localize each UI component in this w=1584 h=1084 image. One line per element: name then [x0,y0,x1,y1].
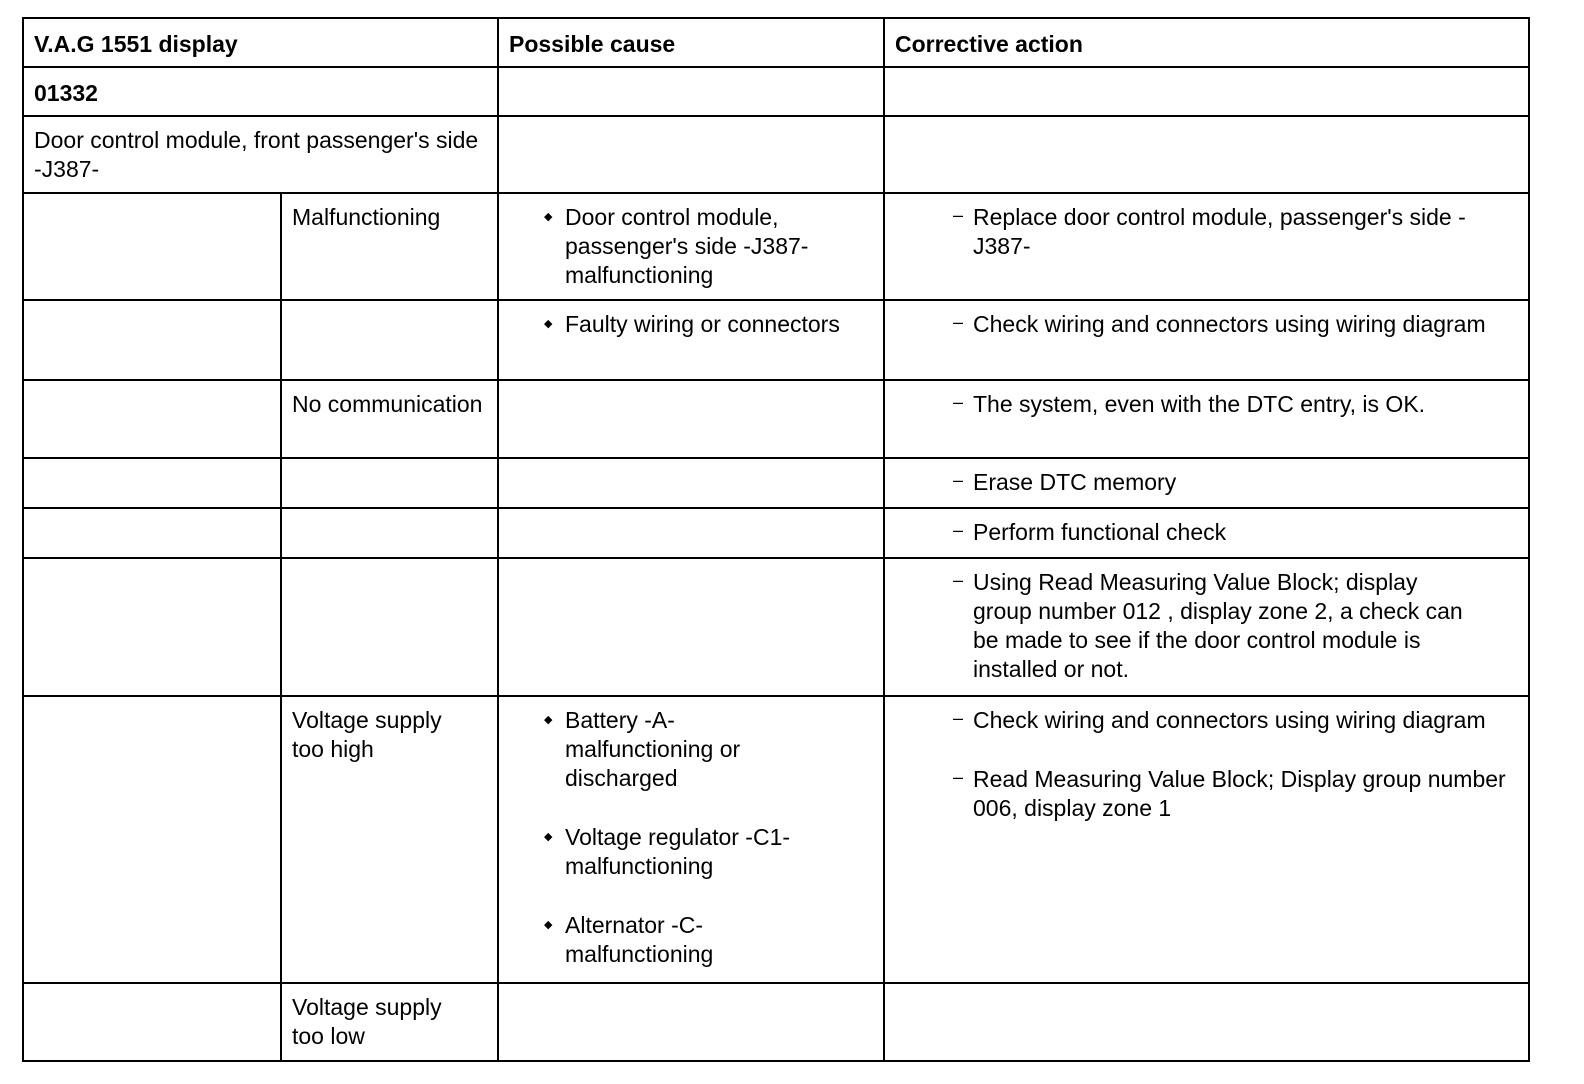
action-cell [884,508,1529,558]
action-cell [884,458,1529,508]
cause-item: ◆ Voltage regulator -C1- malfunctioning [565,823,813,881]
cause-item: ◆ Alternator -C- malfunctioning [565,911,813,969]
cause-cell [498,193,884,300]
empty-cell [498,458,884,508]
empty-cell [281,508,498,558]
action-item: – Read Measuring Value Block; Display group number 006, display zone 1 [973,765,1518,823]
empty-cell [23,558,281,696]
table-row [23,300,1529,380]
empty-cell [498,380,884,458]
empty-cell [884,116,1529,193]
fault-no-communication: No communication [281,380,498,458]
empty-cell [23,696,281,983]
empty-cell [23,193,281,300]
action-item: – Check wiring and connectors using wiring diagram [973,706,1518,735]
header-row [23,18,1529,67]
empty-cell [498,558,884,696]
empty-cell [23,380,281,458]
empty-cell [498,67,884,116]
empty-cell [498,983,884,1061]
cause-item: ◆ Door control module, passenger's side -J387- malfunctioning [565,203,873,290]
action-item: – Erase DTC memory [973,468,1518,497]
action-cell [884,193,1529,300]
empty-cell [23,300,281,380]
component-row [23,116,1529,193]
component-name: Door control module, front passenger's side -J387- [23,116,498,193]
table-row [23,983,1529,1061]
fault-table [22,17,1530,1062]
empty-cell [281,458,498,508]
empty-cell [23,983,281,1061]
table-row [23,193,1529,300]
empty-cell [23,458,281,508]
empty-cell [23,508,281,558]
action-item: – Using Read Measuring Value Block; display group number 012 , display zone 2, a check can be made to see if the door control module is installed or not. [973,568,1468,684]
code-row [23,67,1529,116]
fault-voltage-high: Voltage supply too high [281,696,498,983]
empty-cell [498,116,884,193]
cause-item: ◆ Battery -A- malfunctioning or discharged [565,706,813,793]
action-cell [884,696,1529,983]
table-row [23,558,1529,696]
cause-cell [498,300,884,380]
fault-voltage-low: Voltage supply too low [281,983,498,1061]
action-cell [884,300,1529,380]
table-row [23,696,1529,983]
table-row [23,380,1529,458]
empty-cell [281,558,498,696]
header-action: Corrective action [884,18,1529,67]
empty-cell [498,508,884,558]
action-item: – Check wiring and connectors using wiring diagram [973,310,1518,339]
fault-malfunctioning: Malfunctioning [281,193,498,300]
table-row [23,458,1529,508]
action-item: – The system, even with the DTC entry, is OK. [973,390,1518,419]
cause-cell [498,696,884,983]
action-cell [884,380,1529,458]
header-display: V.A.G 1551 display [23,18,498,67]
empty-cell [281,300,498,380]
header-cause: Possible cause [498,18,884,67]
action-cell [884,558,1529,696]
cause-item: ◆ Faulty wiring or connectors [565,310,873,339]
action-item: – Replace door control module, passenger's side -J387- [973,203,1518,261]
fault-code: 01332 [23,67,498,116]
empty-cell [884,67,1529,116]
table-row [23,508,1529,558]
empty-cell [884,983,1529,1061]
action-item: – Perform functional check [973,518,1518,547]
